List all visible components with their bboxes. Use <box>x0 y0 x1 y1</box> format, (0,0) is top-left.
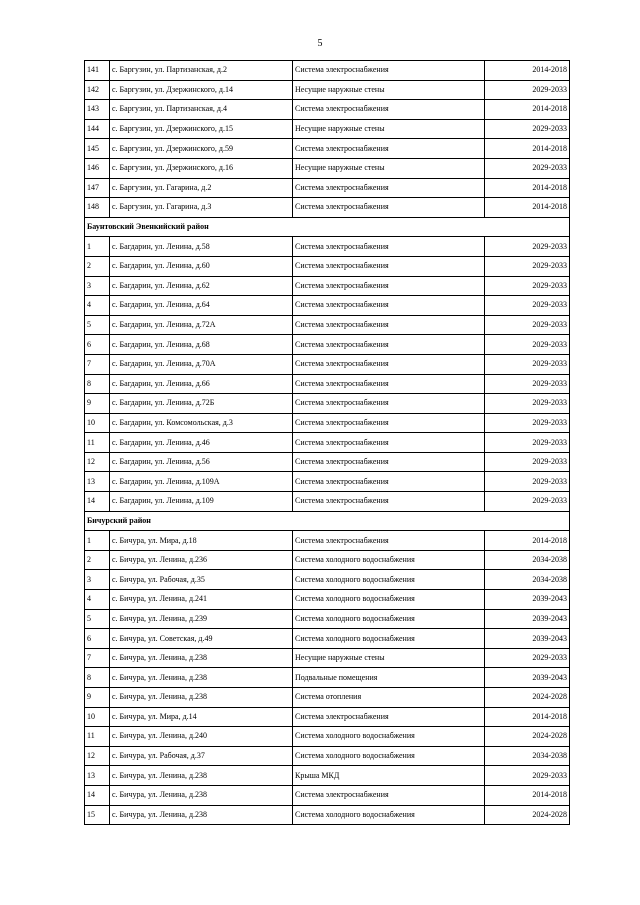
table-row <box>85 374 570 394</box>
row-system: Система холодного водоснабжения <box>293 629 485 649</box>
row-system: Система холодного водоснабжения <box>293 609 485 629</box>
row-period: 2034-2038 <box>485 550 570 570</box>
row-system: Система холодного водоснабжения <box>293 746 485 766</box>
row-address: с. Баргузин, ул. Дзержинского, д.59 <box>110 139 293 159</box>
table-row <box>85 237 570 257</box>
row-system: Система электроснабжения <box>293 472 485 492</box>
table-row <box>85 315 570 335</box>
row-address: с. Багдарин, ул. Комсомольская, д.3 <box>110 413 293 433</box>
row-period: 2029-2033 <box>485 237 570 257</box>
row-number: 15 <box>85 805 110 825</box>
row-system: Система электроснабжения <box>293 394 485 414</box>
table-row <box>85 570 570 590</box>
row-period: 2029-2033 <box>485 648 570 668</box>
table-row <box>85 805 570 825</box>
row-address: с. Бичура, ул. Ленина, д.238 <box>110 805 293 825</box>
row-address: с. Баргузин, ул. Дзержинского, д.14 <box>110 80 293 100</box>
row-system: Несущие наружные стены <box>293 80 485 100</box>
row-address: с. Багдарин, ул. Ленина, д.46 <box>110 433 293 453</box>
row-address: с. Баргузин, ул. Партизанская, д.4 <box>110 100 293 120</box>
row-address: с. Багдарин, ул. Ленина, д.72А <box>110 315 293 335</box>
table-row <box>85 668 570 688</box>
table-body <box>85 61 570 825</box>
row-period: 2014-2018 <box>485 531 570 551</box>
row-period: 2014-2018 <box>485 785 570 805</box>
row-address: с. Бичура, ул. Ленина, д.238 <box>110 766 293 786</box>
row-number: 148 <box>85 198 110 218</box>
row-number: 6 <box>85 629 110 649</box>
row-address: с. Багдарин, ул. Ленина, д.56 <box>110 452 293 472</box>
table-row <box>85 256 570 276</box>
table-row <box>85 276 570 296</box>
row-number: 143 <box>85 100 110 120</box>
row-system: Система электроснабжения <box>293 276 485 296</box>
table-row <box>85 766 570 786</box>
table-row <box>85 492 570 512</box>
row-system: Система электроснабжения <box>293 707 485 727</box>
row-number: 13 <box>85 766 110 786</box>
row-system: Система электроснабжения <box>293 354 485 374</box>
row-address: с. Багдарин, ул. Ленина, д.70А <box>110 354 293 374</box>
row-system: Система холодного водоснабжения <box>293 805 485 825</box>
row-period: 2039-2043 <box>485 668 570 688</box>
row-system: Система холодного водоснабжения <box>293 550 485 570</box>
row-address: с. Бичура, ул. Мира, д.18 <box>110 531 293 551</box>
row-system: Система электроснабжения <box>293 492 485 512</box>
table-row <box>85 452 570 472</box>
row-number: 2 <box>85 550 110 570</box>
row-address: с. Багдарин, ул. Ленина, д.109А <box>110 472 293 492</box>
table-row <box>85 354 570 374</box>
row-number: 3 <box>85 570 110 590</box>
row-address: с. Баргузин, ул. Партизанская, д.2 <box>110 61 293 81</box>
row-number: 141 <box>85 61 110 81</box>
row-system: Система электроснабжения <box>293 785 485 805</box>
row-system: Несущие наружные стены <box>293 158 485 178</box>
repair-schedule-table <box>84 60 570 825</box>
row-period: 2029-2033 <box>485 256 570 276</box>
row-number: 3 <box>85 276 110 296</box>
row-period: 2024-2028 <box>485 805 570 825</box>
row-number: 1 <box>85 531 110 551</box>
row-period: 2029-2033 <box>485 158 570 178</box>
row-address: с. Бичура, ул. Советская, д.49 <box>110 629 293 649</box>
row-address: с. Багдарин, ул. Ленина, д.64 <box>110 296 293 316</box>
row-address: с. Багдарин, ул. Ленина, д.68 <box>110 335 293 355</box>
table-row <box>85 727 570 747</box>
table-row <box>85 158 570 178</box>
table-row <box>85 100 570 120</box>
row-number: 147 <box>85 178 110 198</box>
row-address: с. Бичура, ул. Ленина, д.238 <box>110 688 293 708</box>
row-address: с. Бичура, ул. Ленина, д.236 <box>110 550 293 570</box>
row-system: Система электроснабжения <box>293 256 485 276</box>
row-address: с. Бичура, ул. Ленина, д.240 <box>110 727 293 747</box>
row-address: с. Багдарин, ул. Ленина, д.58 <box>110 237 293 257</box>
table-row <box>85 178 570 198</box>
row-system: Несущие наружные стены <box>293 119 485 139</box>
row-period: 2029-2033 <box>485 354 570 374</box>
row-period: 2024-2028 <box>485 727 570 747</box>
table-row <box>85 335 570 355</box>
section-title: Бичурский район <box>85 511 570 531</box>
row-system: Крыша МКД <box>293 766 485 786</box>
table-row <box>85 746 570 766</box>
row-address: с. Баргузин, ул. Дзержинского, д.15 <box>110 119 293 139</box>
row-system: Система электроснабжения <box>293 452 485 472</box>
table-row <box>85 550 570 570</box>
row-system: Система электроснабжения <box>293 100 485 120</box>
row-period: 2039-2043 <box>485 609 570 629</box>
table-row <box>85 629 570 649</box>
row-system: Система холодного водоснабжения <box>293 727 485 747</box>
row-period: 2029-2033 <box>485 296 570 316</box>
row-system: Несущие наружные стены <box>293 648 485 668</box>
row-system: Система холодного водоснабжения <box>293 590 485 610</box>
row-number: 145 <box>85 139 110 159</box>
row-period: 2014-2018 <box>485 198 570 218</box>
row-address: с. Бичура, ул. Ленина, д.238 <box>110 668 293 688</box>
row-period: 2029-2033 <box>485 276 570 296</box>
row-period: 2039-2043 <box>485 629 570 649</box>
table-row <box>85 61 570 81</box>
row-period: 2039-2043 <box>485 590 570 610</box>
row-number: 10 <box>85 413 110 433</box>
row-system: Система электроснабжения <box>293 198 485 218</box>
row-system: Система электроснабжения <box>293 178 485 198</box>
row-address: с. Бичура, ул. Ленина, д.239 <box>110 609 293 629</box>
row-number: 12 <box>85 452 110 472</box>
row-period: 2029-2033 <box>485 80 570 100</box>
row-period: 2029-2033 <box>485 119 570 139</box>
row-number: 146 <box>85 158 110 178</box>
row-number: 9 <box>85 688 110 708</box>
row-address: с. Багдарин, ул. Ленина, д.62 <box>110 276 293 296</box>
page-number: 5 <box>317 38 323 49</box>
row-number: 7 <box>85 648 110 668</box>
row-system: Система электроснабжения <box>293 433 485 453</box>
row-period: 2029-2033 <box>485 452 570 472</box>
table-row <box>85 472 570 492</box>
row-number: 4 <box>85 296 110 316</box>
table-row <box>85 648 570 668</box>
row-address: с. Баргузин, ул. Гагарина, д.2 <box>110 178 293 198</box>
row-period: 2029-2033 <box>485 472 570 492</box>
row-address: с. Баргузин, ул. Гагарина, д.3 <box>110 198 293 218</box>
row-number: 14 <box>85 492 110 512</box>
table-row <box>85 707 570 727</box>
row-address: с. Бичура, ул. Мира, д.14 <box>110 707 293 727</box>
row-number: 10 <box>85 707 110 727</box>
table-row <box>85 785 570 805</box>
row-period: 2014-2018 <box>485 100 570 120</box>
table-row <box>85 198 570 218</box>
row-system: Система холодного водоснабжения <box>293 570 485 590</box>
row-system: Система электроснабжения <box>293 413 485 433</box>
row-period: 2034-2038 <box>485 570 570 590</box>
table-row <box>85 609 570 629</box>
row-period: 2034-2038 <box>485 746 570 766</box>
row-period: 2014-2018 <box>485 178 570 198</box>
row-number: 2 <box>85 256 110 276</box>
row-address: с. Бичура, ул. Рабочая, д.37 <box>110 746 293 766</box>
row-system: Система электроснабжения <box>293 531 485 551</box>
section-header-row <box>85 511 570 531</box>
row-number: 5 <box>85 315 110 335</box>
row-period: 2029-2033 <box>485 492 570 512</box>
row-period: 2029-2033 <box>485 413 570 433</box>
row-number: 12 <box>85 746 110 766</box>
section-header-row <box>85 217 570 237</box>
row-period: 2014-2018 <box>485 707 570 727</box>
row-system: Система отопления <box>293 688 485 708</box>
row-number: 142 <box>85 80 110 100</box>
row-system: Система электроснабжения <box>293 237 485 257</box>
row-address: с. Бичура, ул. Ленина, д.241 <box>110 590 293 610</box>
table-row <box>85 433 570 453</box>
table-row <box>85 413 570 433</box>
row-period: 2014-2018 <box>485 61 570 81</box>
row-address: с. Багдарин, ул. Ленина, д.66 <box>110 374 293 394</box>
row-number: 13 <box>85 472 110 492</box>
row-system: Система электроснабжения <box>293 296 485 316</box>
row-address: с. Багдарин, ул. Ленина, д.72Б <box>110 394 293 414</box>
table-row <box>85 139 570 159</box>
row-number: 9 <box>85 394 110 414</box>
row-address: с. Бичура, ул. Ленина, д.238 <box>110 785 293 805</box>
row-period: 2014-2018 <box>485 139 570 159</box>
row-number: 8 <box>85 668 110 688</box>
row-number: 1 <box>85 237 110 257</box>
table-row <box>85 119 570 139</box>
row-period: 2029-2033 <box>485 394 570 414</box>
row-number: 4 <box>85 590 110 610</box>
row-period: 2029-2033 <box>485 315 570 335</box>
row-system: Система электроснабжения <box>293 139 485 159</box>
row-address: с. Бичура, ул. Ленина, д.238 <box>110 648 293 668</box>
row-address: с. Багдарин, ул. Ленина, д.60 <box>110 256 293 276</box>
row-system: Система электроснабжения <box>293 61 485 81</box>
table-row <box>85 590 570 610</box>
row-system: Система электроснабжения <box>293 374 485 394</box>
row-number: 11 <box>85 433 110 453</box>
row-number: 7 <box>85 354 110 374</box>
table-row <box>85 394 570 414</box>
row-period: 2029-2033 <box>485 433 570 453</box>
row-address: с. Багдарин, ул. Ленина, д.109 <box>110 492 293 512</box>
row-system: Система электроснабжения <box>293 335 485 355</box>
row-number: 11 <box>85 727 110 747</box>
row-number: 14 <box>85 785 110 805</box>
row-number: 6 <box>85 335 110 355</box>
row-system: Подвальные помещения <box>293 668 485 688</box>
table-row <box>85 688 570 708</box>
row-period: 2029-2033 <box>485 374 570 394</box>
row-address: с. Бичура, ул. Рабочая, д.35 <box>110 570 293 590</box>
table-row <box>85 80 570 100</box>
row-period: 2029-2033 <box>485 766 570 786</box>
row-address: с. Баргузин, ул. Дзержинского, д.16 <box>110 158 293 178</box>
row-number: 8 <box>85 374 110 394</box>
table-row <box>85 296 570 316</box>
row-period: 2024-2028 <box>485 688 570 708</box>
row-number: 5 <box>85 609 110 629</box>
table-row <box>85 531 570 551</box>
row-system: Система электроснабжения <box>293 315 485 335</box>
section-title: Баунтовский Эвенкийский район <box>85 217 570 237</box>
row-period: 2029-2033 <box>485 335 570 355</box>
row-number: 144 <box>85 119 110 139</box>
